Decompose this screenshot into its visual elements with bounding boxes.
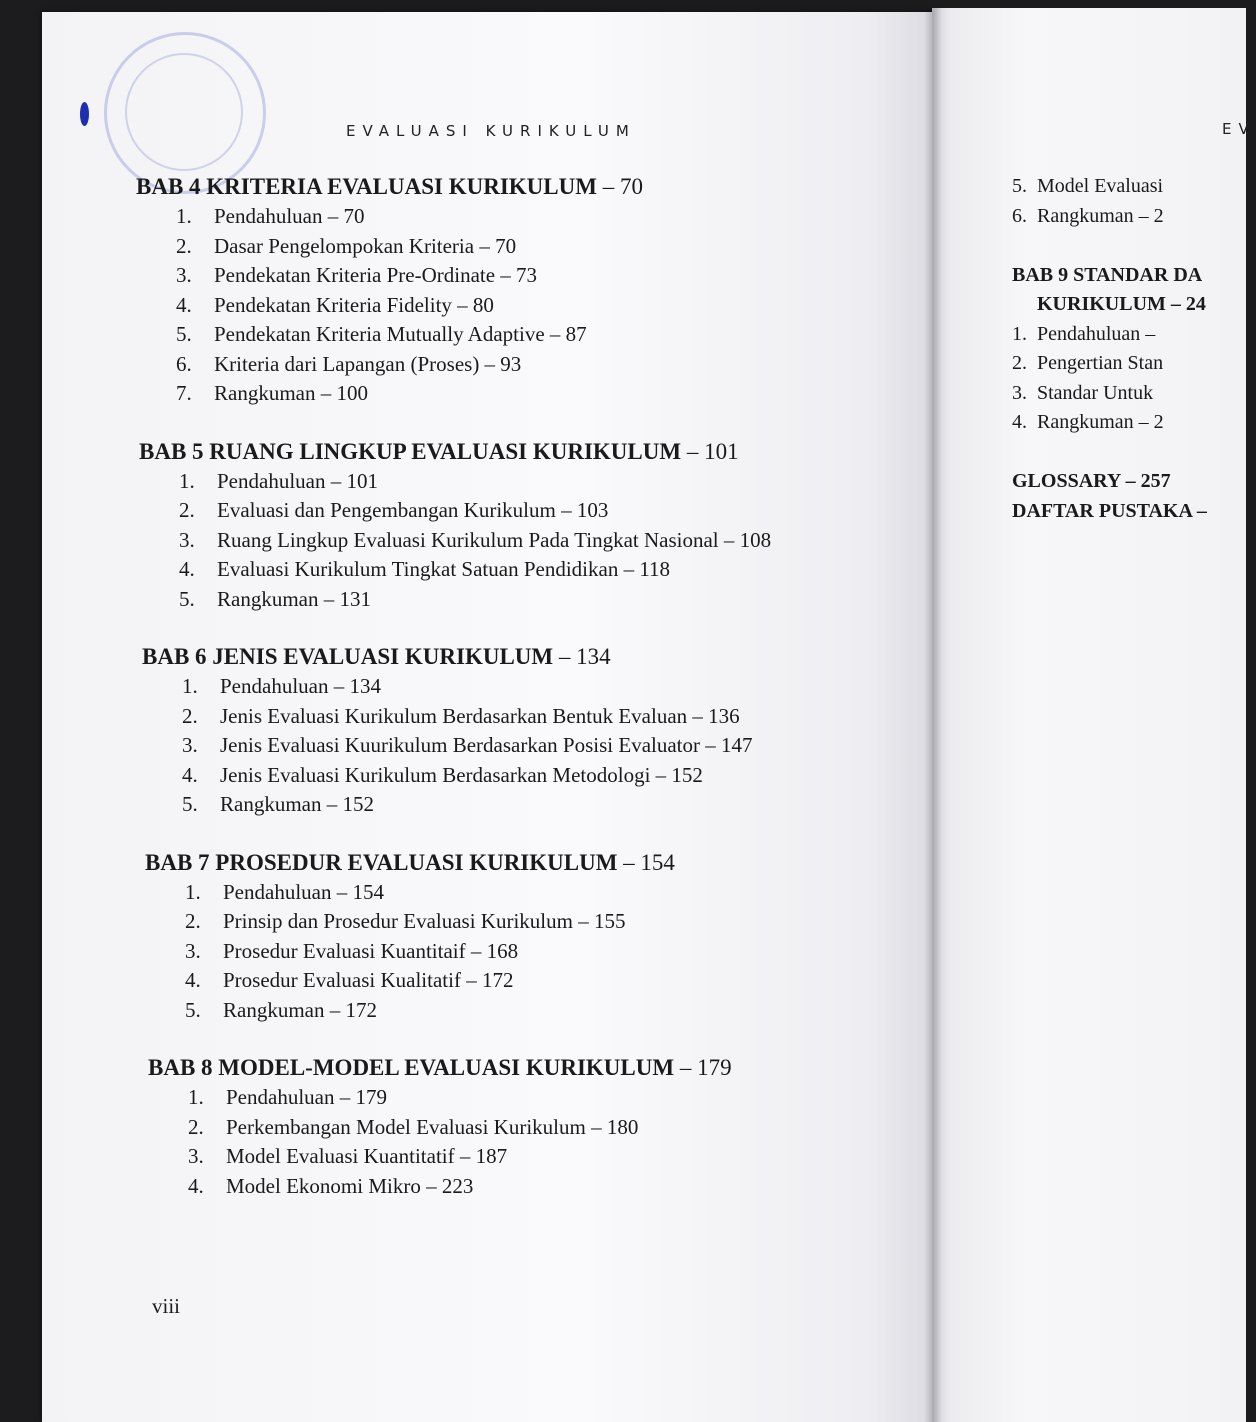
toc-item-number: 3. [182,733,198,757]
toc-item [176,350,836,380]
toc-item-number: 4. [179,557,195,581]
toc-item-number: 5. [176,322,192,346]
toc-item-text: Perkembangan Model Evaluasi Kurikulum – 180 [226,1114,639,1139]
toc-right-line: KURIKULUM – 24 [1012,293,1206,315]
toc-right-line: 6. Rangkuman – 2 [1012,204,1164,227]
toc-item-text: Pendekatan Kriteria Mutually Adaptive – 87 [214,322,587,346]
toc-item [182,702,842,732]
toc-right-line: 3. Standar Untuk [1012,381,1154,404]
toc-item [176,291,836,321]
toc-item [176,320,836,350]
toc-item-text: Dasar Pengelompokan Kriteria – 70 [214,233,517,258]
toc-item-number: 3. [188,1144,204,1168]
toc-right-line: DAFTAR PUSTAKA – [1012,499,1207,522]
toc-item-text: Prinsip dan Prosedur Evaluasi Kurikulum – 155 [223,909,626,933]
toc-item [185,907,845,937]
chapter-section [148,1053,896,1201]
toc-item [182,761,842,791]
toc-right-line: 5. Model Evaluasi [1012,175,1164,197]
toc-item-text: Prosedur Evaluasi Kuantitaif – 168 [223,938,519,963]
toc-right-line [1012,438,1246,468]
toc-item-number: 2. [179,498,195,522]
toc-item [188,1083,848,1113]
toc-item-number: 3. [185,938,201,963]
chapter-title [145,848,896,878]
running-head-right: EV [1222,120,1256,138]
page-number: viii [152,1294,181,1318]
toc-item-text: Pendahuluan – 134 [220,674,381,698]
book-gutter [924,8,942,1422]
toc-item [179,585,839,615]
toc-item-number: 5. [179,586,195,611]
chapter-items [176,202,896,409]
toc-item-number: 3. [176,263,192,287]
toc-item-text: Rangkuman – 172 [223,997,377,1022]
chapter-page: – 154 [623,849,675,875]
toc-right-line: 4. Rangkuman – 2 [1012,411,1164,433]
toc-item-number: 4. [182,762,198,787]
toc-item-text: Model Evaluasi Kuantitatif – 187 [226,1144,508,1168]
toc-item-text: Evaluasi Kurikulum Tingkat Satuan Pendidikan – 118 [217,557,671,581]
toc-item-number: 1. [188,1085,204,1109]
toc-item [176,232,836,262]
toc-item-text: Rangkuman – 131 [217,586,371,611]
toc-item-number: 5. [182,792,198,816]
toc-item-number: 4. [185,968,201,992]
toc-item-text: Jenis Evaluasi Kuurikulum Berdasarkan Posisi Evaluator – 147 [220,733,753,757]
chapter-title [136,172,896,202]
chapter-items [188,1083,896,1201]
toc-right-line [1012,231,1246,261]
toc-right-line: BAB 9 STANDAR DA [1012,263,1203,286]
toc-item [185,966,845,996]
running-head: EVALUASI KURIKULUM [346,122,636,140]
toc-item-text: Jenis Evaluasi Kurikulum Berdasarkan Metodologi – 152 [220,762,703,787]
toc-item [188,1113,848,1143]
chapter-title-text: BAB 5 RUANG LINGKUP EVALUASI KURIKULUM [139,438,682,464]
toc-item-number: 2. [185,909,201,933]
toc-item-text: Rangkuman – 152 [220,792,374,816]
toc-item-text: Model Ekonomi Mikro – 223 [226,1173,474,1198]
library-stamp-icon [104,32,266,194]
toc-item-text: Pendahuluan – 179 [226,1085,387,1109]
toc-item-number: 2. [176,233,192,258]
table-of-contents [136,172,896,1201]
chapter-title-text: BAB 7 PROSEDUR EVALUASI KURIKULUM [145,849,618,875]
chapter-section [145,848,896,1026]
toc-item-number: 2. [182,703,198,728]
chapter-items [179,467,896,615]
toc-item [176,261,836,291]
chapter-items [185,878,896,1026]
chapter-page: – 70 [602,174,643,199]
toc-item [179,467,839,497]
toc-item [182,672,842,702]
toc-item-number: 4. [176,292,192,317]
toc-item [176,202,836,232]
chapter-title-text: BAB 6 JENIS EVALUASI KURIKULUM [142,644,554,669]
chapter-title [139,437,896,467]
toc-item-number: 5. [185,997,201,1022]
chapter-items [182,672,896,820]
toc-item-number: 6. [176,351,192,376]
table-of-contents-right [1012,172,1246,526]
toc-item [179,555,839,585]
chapter-section [136,172,896,409]
toc-item-text: Evaluasi dan Pengembangan Kurikulum – 103 [217,498,609,522]
toc-right-line: GLOSSARY – 257 [1012,470,1171,492]
toc-item-number: 1. [182,674,198,698]
toc-item-text: Ruang Lingkup Evaluasi Kurikulum Pada Tingkat Nasional – 108 [217,527,772,552]
toc-item-number: 7. [176,381,192,405]
toc-item-number: 1. [176,204,192,228]
toc-item [185,996,845,1026]
chapter-section [142,642,896,820]
chapter-title [142,642,896,672]
chapter-section [139,437,896,615]
toc-item-number: 3. [179,527,195,552]
chapter-title-text: BAB 4 KRITERIA EVALUASI KURIKULUM [136,174,597,199]
toc-item-text: Rangkuman – 100 [214,381,368,405]
toc-item-text: Pendahuluan – 70 [214,204,365,228]
ink-mark-icon [80,102,89,126]
chapter-page: – 101 [686,438,739,464]
toc-item-number: 1. [185,879,201,904]
toc-item-number: 1. [179,468,195,493]
chapter-page: – 134 [558,644,611,669]
toc-item-text: Pendahuluan – 154 [223,879,384,904]
toc-item [179,496,839,526]
toc-item [188,1172,848,1202]
toc-item [188,1142,848,1172]
toc-item-text: Pendahuluan – 101 [217,468,378,493]
toc-item [179,526,839,556]
toc-right-line: 2. Pengertian Stan [1012,352,1164,374]
toc-item-text: Jenis Evaluasi Kurikulum Berdasarkan Bentuk Evaluan – 136 [220,703,740,728]
toc-item-text: Pendekatan Kriteria Fidelity – 80 [214,292,494,317]
toc-item-text: Kriteria dari Lapangan (Proses) – 93 [214,351,522,376]
toc-item [185,878,845,908]
chapter-title [148,1053,896,1083]
chapter-title-text: BAB 8 MODEL-MODEL EVALUASI KURIKULUM [148,1055,675,1080]
toc-right-line: 1. Pendahuluan – [1012,322,1156,345]
toc-item-text: Prosedur Evaluasi Kualitatif – 172 [223,968,514,992]
toc-item [185,937,845,967]
toc-item [182,731,842,761]
toc-item [176,379,836,409]
toc-item-number: 4. [188,1173,204,1198]
toc-item [182,790,842,820]
chapter-page: – 179 [679,1055,732,1080]
toc-item-text: Pendekatan Kriteria Pre-Ordinate – 73 [214,263,538,287]
toc-item-number: 2. [188,1114,204,1139]
